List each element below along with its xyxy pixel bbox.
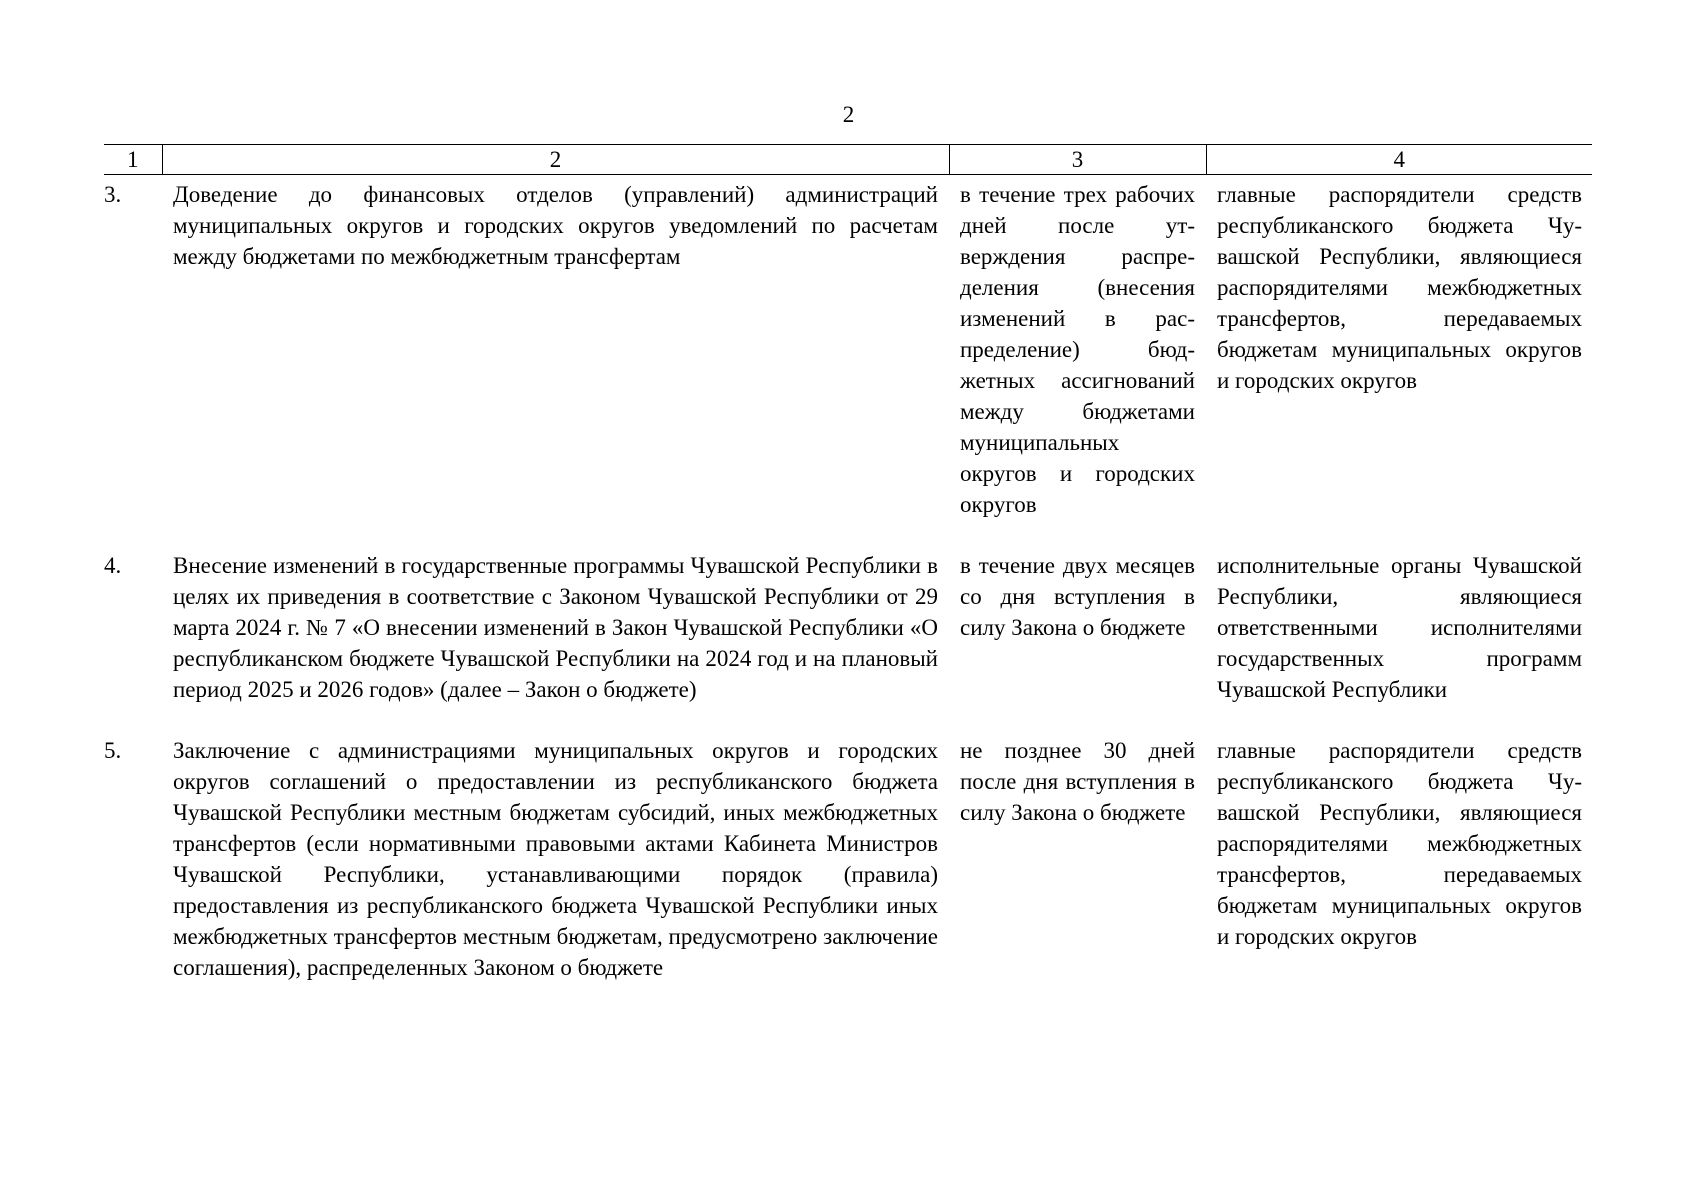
column-header-4: 4 bbox=[1206, 145, 1592, 175]
row-term: в течение трех рабочих дней после утверждения распределения (внесения изменений в распределение) бюджетных ассигнований между бюджетами муниципальных округов и городских округов bbox=[960, 182, 1195, 517]
row-description: Доведение до финансовых отделов (управлений) администраций муниципальных округов и городских округов уведомлений по расчетам между бюджетами по межбюджетным трансфертам bbox=[173, 182, 938, 269]
row-description: Заключение с администрациями муниципальных округов и городских округов соглашений о предоставлении из республиканского бюджета Чувашской Республики местным бюджетам субсидий, иных межбюджетных трансфертов (если нормативными правовыми актами Кабинета Министров Чувашской Республики, устанавливающими порядок (правила) предоставления из республиканского бюджета Чувашской Республики иных межбюджетных трансфертов местным бюджетам, предусмотрено заключение соглашения), распределенных Законом о бюджете bbox=[173, 738, 938, 980]
row-description: Внесение изменений в государственные программы Чувашской Республики в целях их приведения в соответствие с Законом Чувашской Республики от 29 марта 2024 г. № 7 «О внесении изменений в Закон Чувашской Республики «О республиканском бюджете Чувашской Республики на 2024 год и на плановый период 2025 и 2026 годов» (далее – Закон о бюджете) bbox=[173, 553, 938, 702]
row-spacer bbox=[104, 520, 1592, 550]
row-number: 4. bbox=[104, 553, 122, 578]
table-row bbox=[104, 175, 1592, 521]
table-header bbox=[104, 145, 1592, 175]
row-term: не позднее 30 дней после дня вступления в силу Закона о бюджете bbox=[960, 738, 1195, 825]
table-row bbox=[104, 735, 1592, 983]
row-term: в течение двух месяцев со дня вступления в силу Закона о бюджете bbox=[960, 553, 1195, 640]
row-spacer bbox=[104, 705, 1592, 735]
column-header-3: 3 bbox=[949, 145, 1206, 175]
table-row bbox=[104, 550, 1592, 705]
row-executor: исполнительные органы Чувашской Республики, являющиеся ответственными исполнителями государственных программ Чувашской Республики bbox=[1217, 553, 1582, 702]
document-table bbox=[104, 144, 1592, 983]
column-header-1: 1 bbox=[104, 145, 162, 175]
row-number: 3. bbox=[104, 182, 122, 207]
row-number: 5. bbox=[104, 738, 122, 763]
row-executor: главные распорядители средств республиканского бюджета Чувашской Республики, являющиеся распорядителями межбюджетных трансфертов, передаваемых бюджетам муниципальных округов и городских округов bbox=[1217, 182, 1582, 393]
row-executor: главные распорядители средств республиканского бюджета Чувашской Республики, являющиеся распорядителями межбюджетных трансфертов, передаваемых бюджетам муниципальных округов и городских округов bbox=[1217, 738, 1582, 949]
column-header-2: 2 bbox=[162, 145, 949, 175]
page-number: 2 bbox=[842, 102, 855, 127]
